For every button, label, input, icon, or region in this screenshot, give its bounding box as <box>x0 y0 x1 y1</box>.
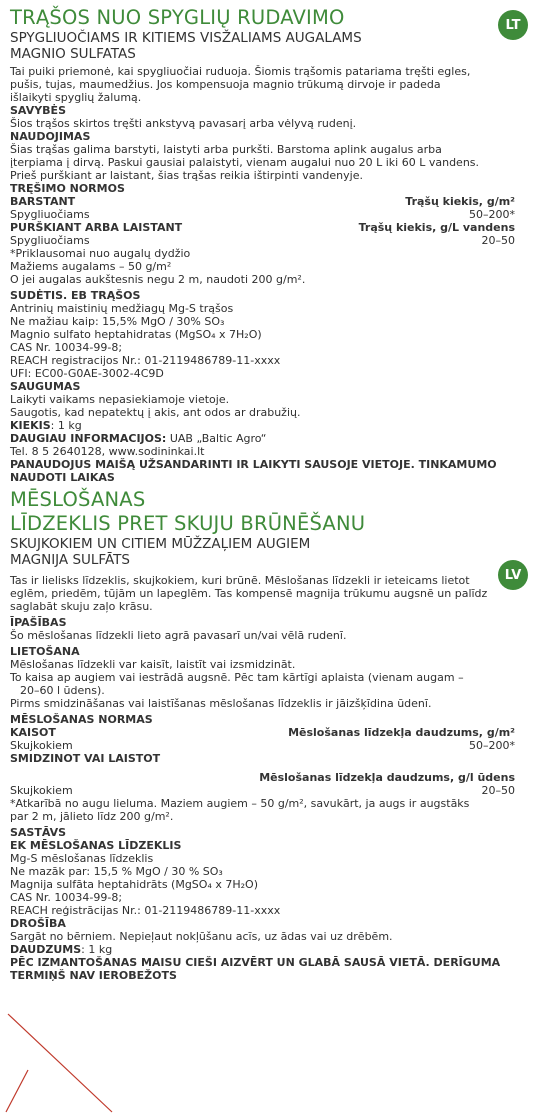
lv-eb-heading: EK MĒSLOŠANAS LĪDZEKLIS <box>10 839 182 852</box>
label-text <box>10 6 515 982</box>
lt-purskiant-row: PURŠKIANT ARBA LAISTANT Trąšų kiekis, g/L vandens <box>10 221 515 234</box>
lt-subtitle: SPYGLIUOČIAMS IR KITIEMS VISŽALIAMS AUGALAMS <box>10 30 362 46</box>
lv-subtitle: SKUJKOKIEM UN CITIEM MŪŽZAĻIEM AUGIEM <box>10 536 311 552</box>
lv-lietosana-text: Mēslošanas līdzekli var kaisīt, laistīt vai izsmidzināt. To kaisa ap augiem vai iestrādā augsnē. Pēc tam kārtīgi aplaista (vienam augam – 20–60 l ūdens). Pirms smidzināšanas vai laistīšanas mēslošanas līdzeklis ir jāizšķīdina ūdenī. <box>10 658 464 710</box>
lt-barstant-value-row: Spygliuočiams 50–200* <box>10 208 515 221</box>
lv-sastavs-heading: SASTĀVS <box>10 826 67 839</box>
lv-smidzinot-heading: SMIDZINOT VAI LAISTOT <box>10 752 161 765</box>
lt-info: DAUGIAU INFORMACIJOS: UAB „Baltic Agro“ <box>10 432 267 445</box>
lt-naudojimas-text: Šias trąšas galima barstyti, laistyti arba purkšti. Barstoma aplink augalus arba įterpiama į dirvą. Paskui gausiai palaistyti, vienam augalui nuo 20 L iki 60 L vandens. Prieš purškiant ar laistant, šias trąšas reikia ištirpinti vandenyje. <box>10 143 480 182</box>
lv-footer: PĒC IZMANTOŠANAS MAISU CIEŠI AIZVĒRT UN GLABĀ SAUSĀ VIETĀ. DERĪGUMA TERMIŅŠ NAV IEROBEŽOTS <box>10 956 501 982</box>
lv-language-badge: LV <box>498 560 528 590</box>
lt-normos-heading: TRĘŠIMO NORMOS <box>10 182 125 195</box>
lv-sastavs-text: Mg-S mēslošanas līdzeklis Ne mazāk par: 15,5 % MgO / 30 % SO₃ Magnija sulfāta heptahidrāts (MgSO₄ x 7H₂O) CAS Nr. 10034-99-8; REACH reģistrācijas Nr.: 01-2119486789-11-xxxx <box>10 852 281 917</box>
lv-kaisot-value-row: Skujkokiem 50–200* <box>10 739 515 752</box>
lv-lietosana-heading: LIETOŠANA <box>10 645 80 658</box>
lt-footer: PANAUDOJUS MAIŠĄ UŽSANDARINTI IR LAIKYTI SAUSOJE VIETOJE. TINKAMUMO NAUDOTI LAIKAS <box>10 458 497 484</box>
lt-saugumas-text: Laikyti vaikams nepasiekiamoje vietoje. Saugotis, kad nepatektų į akis, ant odos ar drabužių. <box>10 393 301 419</box>
lv-note: *Atkarībā no augu lieluma. Maziem augiem – 50 g/m², savukārt, ja augs ir augstāks par 2 m, jālieto līdz 200 g/m². <box>10 797 470 823</box>
lt-notes: *Priklausomai nuo augalų dydžio Mažiems augalams – 50 g/m² O jei augalas aukštesnis negu 2 m, naudoti 200 g/m². <box>10 247 306 286</box>
lv-smidzinot-value-row: Skujkokiem 20–50 <box>10 784 515 797</box>
lt-naudojimas-heading: NAUDOJIMAS <box>10 130 91 143</box>
lt-savybes-text: Šios trąšos skirtos tręšti ankstyvą pavasarį arba vėlyvą rudenį. <box>10 117 357 130</box>
lt-saugumas-heading: SAUGUMAS <box>10 380 81 393</box>
lv-drosiba-heading: DROŠĪBA <box>10 917 66 930</box>
strike-line <box>8 1014 112 1112</box>
lt-barstant-row: BARSTANT Trąšų kiekis, g/m² <box>10 195 515 208</box>
strike-through-mark <box>0 1010 120 1115</box>
lv-ipasibas-text: Šo mēslošanas līdzekli lieto agrā pavasarī un/vai vēlā rudenī. <box>10 629 347 642</box>
lv-normas-heading: MĒSLOŠANAS NORMAS <box>10 713 153 726</box>
lt-intro: Tai puiki priemonė, kai spygliuočiai ruduoja. Šiomis trąšomis patariama tręšti egles, pušis, tujas, maumedžius. Jos kompensuoja magnio trūkumą dirvoje ir padeda išlaikyti spyglių žalumą. <box>10 65 471 104</box>
lt-language-badge: LT <box>498 10 528 40</box>
lv-drosiba-text: Sargāt no bērniem. Nepieļaut nokļūšanu acīs, uz ādas vai uz drēbēm. <box>10 930 393 943</box>
lt-sudetis-text: Antrinių maistinių medžiagų Mg-S trąšos Ne mažiau kaip: 15,5% MgO / 30% SO₃ Magnio sulfato heptahidratas (MgSO₄ x 7H₂O) CAS Nr. 10034-99-8; REACH registracijos Nr.: 01-2119486789-11-xxxx UFI: EC00-G0AE-3002-4C9D <box>10 302 281 380</box>
lv-kaisot-row: KAISOT Mēslošanas līdzekļa daudzums, g/m² <box>10 726 515 739</box>
lv-ipasibas-heading: ĪPAŠĪBAS <box>10 616 67 629</box>
lv-daudzums: DAUDZUMS: 1 kg <box>10 943 113 956</box>
lt-info-contacts: Tel. 8 5 2640128, www.sodininkai.lt <box>10 445 205 458</box>
lt-purskiant-value-row: Spygliuočiams 20–50 <box>10 234 515 247</box>
lv-intro: Tas ir lielisks līdzeklis, skujkokiem, kuri brūnē. Mēslošanas līdzekli ir ieteicams lietot eglēm, priedēm, tūjām un lapeglēm. Tas kompensē magnija trūkumu augsnē un palīdz saglabāt skuju zaļo krāsu. <box>10 574 488 613</box>
strike-line <box>6 1070 28 1112</box>
lv-title: MĒSLOŠANAS LĪDZEKLIS PRET SKUJU BRŪNĒŠANU <box>10 488 366 535</box>
lt-title: TRĄŠOS NUO SPYGLIŲ RUDAVIMO <box>10 6 345 29</box>
lt-subtitle: MAGNIO SULFATAS <box>10 46 136 62</box>
lv-smidzinot-column: Mēslošanas līdzekļa daudzums, g/l ūdens <box>259 771 515 784</box>
lt-kiekis: KIEKIS: 1 kg <box>10 419 82 432</box>
lt-savybes-heading: SAVYBĖS <box>10 104 66 117</box>
lt-sudetis-heading: SUDĖTIS. EB TRĄŠOS <box>10 289 141 302</box>
lv-subtitle: MAGNIJA SULFĀTS <box>10 552 130 568</box>
